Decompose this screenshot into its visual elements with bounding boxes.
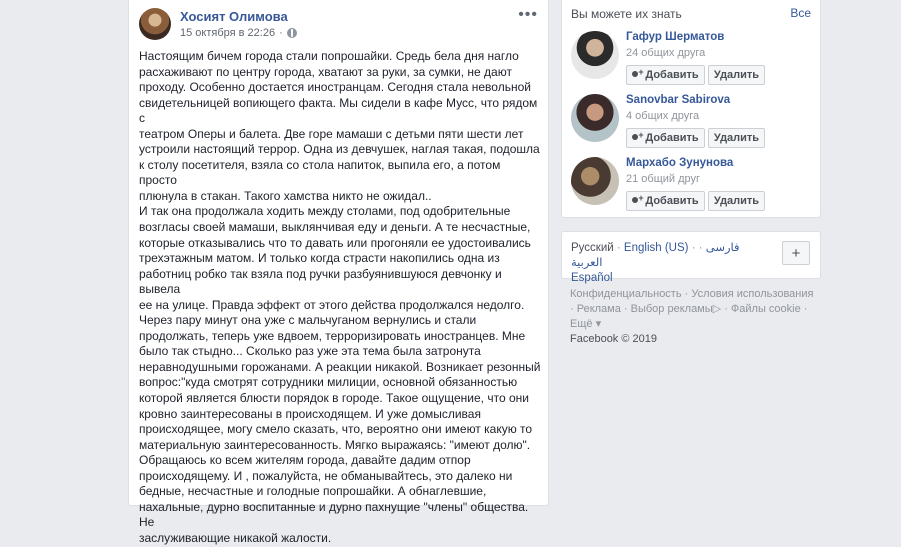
language-option-farsi[interactable]: فارسی: [705, 242, 740, 254]
see-all-link[interactable]: Все: [790, 6, 811, 20]
language-separator: ·: [691, 242, 696, 254]
footer: Конфиденциальность · Условия использования · Реклама · Выбор рекламы▷ · Файлы cookie · Ещё ▾ Facebook © 2019: [570, 288, 814, 345]
remove-suggestion-button[interactable]: Удалить: [708, 65, 765, 85]
add-friend-label: Добавить: [645, 132, 699, 144]
language-option-arabic[interactable]: العربية: [571, 257, 603, 269]
language-list: [571, 241, 771, 286]
mutual-friends-count[interactable]: 4 общих друга: [626, 110, 700, 122]
remove-suggestion-button[interactable]: Удалить: [708, 128, 765, 148]
post-meta: [180, 27, 297, 39]
suggestion-item: [571, 31, 816, 87]
footer-link-terms[interactable]: Условия использования: [691, 288, 814, 300]
meta-separator: ·: [279, 27, 283, 39]
post-date[interactable]: 15 октября в 22:26: [180, 27, 276, 39]
author-name[interactable]: Хосият Олимова: [180, 9, 288, 24]
suggestion-name[interactable]: Гафур Шерматов: [626, 31, 725, 43]
language-option-english[interactable]: English (US): [623, 242, 689, 254]
post-text: Настоящим бичем города стали попрошайки. Средь бела дня нагло расхаживают по центру города, хватают за руки, за сумки, не дают проходу. Особенно достается иностранцам. Сегодня стала невольной свидетельницей вопиющего факта. Мы сидели в кафе Мусс, что рядом с театром Оперы и балета. Две горе мамаши с детьми пяти шести лет устроили настоящий террор. Одна из девчушек, наглая такая, подошла к столу посетителя, взяла со стола напиток, выпила его, а потом просто плюнула в стакан. Такого хамства никто не ожидал.. И так она продолжала ходить между столами, под одобрительные возгласы своей мамаши, выклянчивая еду и деньги. А те несчастные, которые отказывались что то давать или прогоняли ее удостоивались трехэтажным матом. И только когда страсти накопились одна из работниц робко так взяла под ручки разбуянившуюся девчонку и вывела ее на улице. Правда эффект от этого действа продолжался недолго. Через пару минут она уже с мальчуганом вернулись и стали продолжать, теперь уже вдвоем, терроризировать иностранцев. Мне было так стыдно... Сколько раз уже эта тема была затронута неравнодушными горожанами. А реакции никакой. Возникает резонный вопрос:"куда смотрят сотрудники милиции, основной обязанностью которой является блюсти порядок в городе. Такое ощущение, что они кровно заинтересованы в происходящем. И уже домысливая происходящее, могу смело сказать, что, вероятно они имеют какую то материальную заинтересованность. Мягко выражаясь: "имеют долю". Обращаюсь ко всем жителям города, давайте дадим отпор происходящему. И , пожалуйста, не обманывайтесь, это далеко ни бедные, несчастные и голодные попрошайки. А обнаглевшие, нахальные, дурно воспитанные и дурно пахнущие "члены" общества. Не заслуживающие никакой жалости.: [139, 49, 541, 545]
suggestion-item: [571, 157, 816, 213]
footer-link-ad-choices[interactable]: Выбор рекламы: [630, 303, 713, 315]
language-option-spanish[interactable]: Español: [571, 272, 613, 284]
mutual-friends-count[interactable]: 24 общих друга: [626, 47, 706, 59]
suggestion-avatar[interactable]: [571, 157, 619, 205]
language-separator: ·: [698, 242, 703, 254]
footer-link-cookies[interactable]: Файлы cookie: [730, 303, 801, 315]
footer-link-ads[interactable]: Реклама: [576, 303, 621, 315]
globe-icon[interactable]: [287, 28, 297, 38]
more-languages-button[interactable]: +: [782, 241, 810, 265]
language-separator: ·: [616, 242, 621, 254]
add-friend-icon: [632, 197, 642, 206]
people-you-may-know: [561, 0, 821, 218]
add-friend-icon: [632, 71, 642, 80]
suggestion-name[interactable]: Sanovbar Sabirova: [626, 94, 731, 106]
add-friend-button[interactable]: [626, 65, 705, 85]
footer-link-more[interactable]: Ещё: [570, 318, 593, 330]
post-header: [139, 8, 538, 42]
more-options-icon[interactable]: •••: [518, 6, 538, 23]
suggestion-item: [571, 94, 816, 150]
current-language: Русский: [571, 242, 614, 254]
add-friend-label: Добавить: [645, 69, 699, 81]
author-avatar[interactable]: [139, 8, 171, 40]
copyright: Facebook © 2019: [570, 333, 657, 345]
add-friend-button[interactable]: [626, 191, 705, 211]
mutual-friends-count[interactable]: 21 общий друг: [626, 173, 701, 185]
suggestion-avatar[interactable]: [571, 31, 619, 79]
pymk-title: Вы можете их знать: [571, 7, 682, 21]
ad-choices-icon: ▷: [712, 303, 722, 315]
suggestion-avatar[interactable]: [571, 94, 619, 142]
remove-suggestion-button[interactable]: Удалить: [708, 191, 765, 211]
language-box: [561, 231, 821, 284]
add-friend-button[interactable]: [626, 128, 705, 148]
add-friend-icon: [632, 134, 642, 143]
add-friend-label: Добавить: [645, 195, 699, 207]
suggestion-name[interactable]: Мархабо Зунунова: [626, 157, 734, 169]
feed-post: [128, 0, 549, 545]
footer-link-privacy[interactable]: Конфиденциальность: [570, 288, 682, 300]
